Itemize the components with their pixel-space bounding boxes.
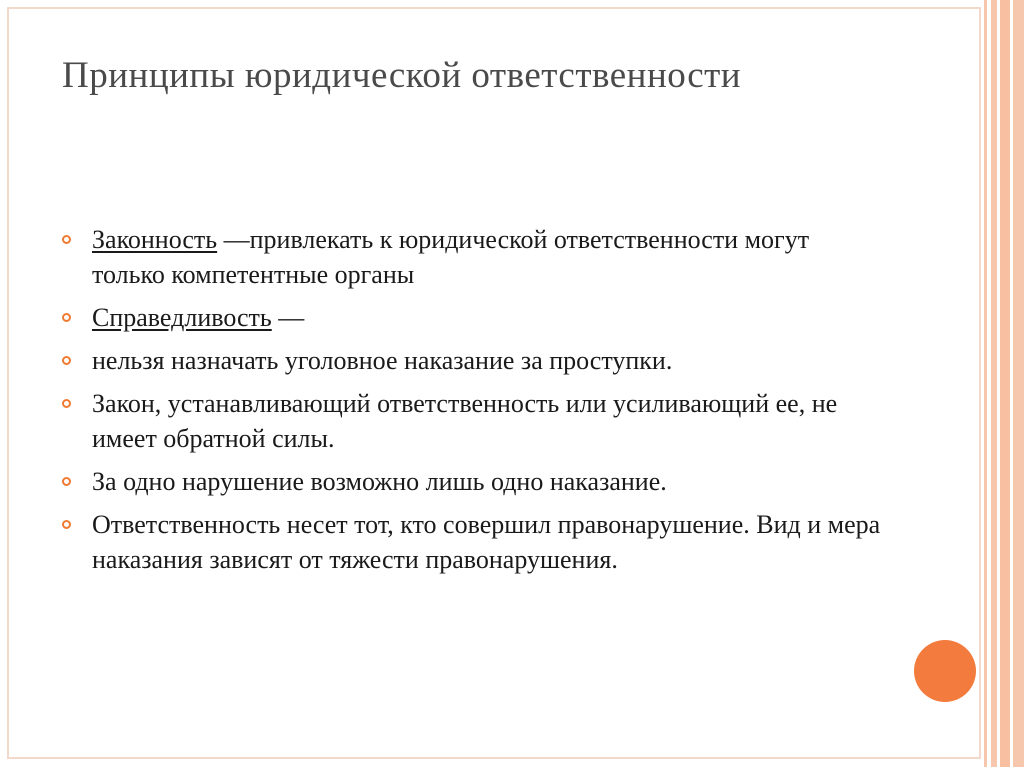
item-text: — [271,303,305,332]
item-term: Справедливость [92,303,272,332]
ring-bullet-icon [62,313,71,322]
list-item [62,386,882,456]
item-text: —привлекать к юридической ответственности могут только компетентные органы [92,225,810,289]
list-item [62,507,882,577]
stripe [1013,0,1024,767]
item-text: Ответственность несет тот, кто совершил правонарушение. Вид и мера наказания зависят от тяжести правонарушения. [92,510,881,574]
slide-title: Принципы юридической ответственности [62,55,742,96]
item-text: нельзя назначать уголовное наказание за проступки. [92,346,673,375]
bullet-list [62,222,882,585]
item-text: За одно нарушение возможно лишь одно наказание. [92,467,667,496]
item-text: Закон, устанавливающий ответственность или усиливающий ее, не имеет обратной силы. [92,389,838,453]
list-item [62,464,882,499]
ring-bullet-icon [62,399,71,408]
list-item [62,343,882,378]
ring-bullet-icon [62,477,71,486]
item-term: Законность [92,225,218,254]
list-item [62,222,882,292]
ring-bullet-icon [62,235,71,244]
ring-bullet-icon [62,356,71,365]
decorative-stripes [984,0,1024,767]
ring-bullet-icon [62,520,71,529]
stripe [1000,0,1010,767]
list-item [62,300,882,335]
orange-circle-decoration [914,640,976,702]
